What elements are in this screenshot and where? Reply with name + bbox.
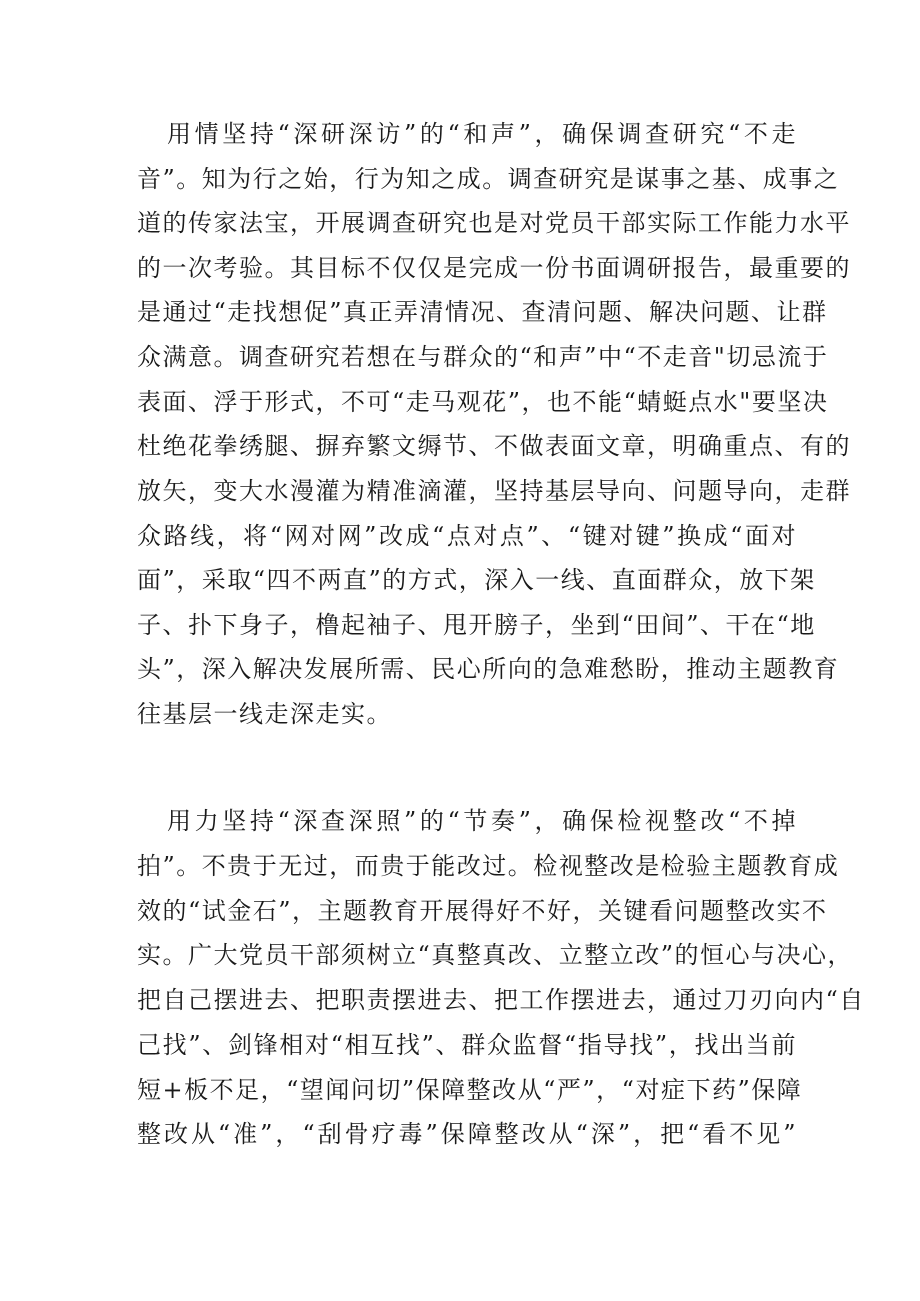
paragraph-1-line-7: 表面、浮于形式，不可“走马观花”，也不能“蜻蜓点水"要坚决 [137,388,829,416]
paragraph-1-line-11: 面”，采取“四不两直”的方式，深入一线、直面群众，放下架 [137,566,816,594]
paragraph-2-line-2: 拍”。不贵于无过，而贵于能改过。检视整改是检验主题教育成 [137,852,840,880]
paragraph-2-line-3: 效的“试金石”，主题教育开展得好不好，关键看问题整改实不 [137,897,828,925]
paragraph-1-line-14: 往基层一线走深走实。 [137,700,392,728]
paragraph-1-line-5: 是通过“走找想促”真正弄清情况、查清问题、解决问题、让群 [137,298,828,326]
paragraph-1-line-12: 子、扑下身子，橹起袖子、甩开膀子，坐到“田间”、干在“地 [137,611,816,639]
paragraph-1-line-8: 杜绝花拳绣腿、摒弃繁文缛节、不做表面文章，明确重点、有的 [137,432,851,460]
paragraph-2-line-1: 用力坚持“深查深照”的“节奏”，确保检视整改“不掉 [167,807,797,835]
paragraph-2-line-4: 实。广大党员干部须树立“真整真改、立整立改”的恒心与决心， [137,941,854,969]
paragraph-1-line-6: 众满意。调查研究若想在与群众的“和声”中“不走音"切忌流于 [137,343,829,371]
paragraph-2-line-7: 短+板不足，“望闻问切”保障整改从“严”，“对症下药”保障 [137,1076,803,1104]
paragraph-1-line-13: 头”，深入解决发展所需、民心所向的急难愁盼，推动主题教育 [137,655,840,683]
paragraph-1-line-4: 的一次考验。其目标不仅仅是完成一份书面调研报告，最重要的 [137,254,851,282]
paragraph-2-line-6: 己找”、剑锋相对“相互找”、群众监督“指导找”，找出当前 [137,1031,797,1059]
paragraph-2-line-5: 把自己摆进去、把职责摆进去、把工作摆进去，通过刀刃向内“自 [137,986,865,1014]
paragraph-1-line-9: 放矢，变大水漫灌为精准滴灌，坚持基层导向、问题导向，走群 [137,477,851,505]
paragraph-1-line-1: 用情坚持“深研深访”的“和声”，确保调查研究“不走 [167,120,797,148]
paragraph-1-line-10: 众路线，将“网对网”改成“点对点”、“键对键”换成“面对 [137,522,797,550]
paragraph-1-line-2: 音”。知为行之始，行为知之成。调查研究是谋事之基、成事之 [137,165,840,193]
paragraph-2-line-8: 整改从“准”，“刮骨疗毒”保障整改从“深”，把“看不见” [137,1120,797,1148]
paragraph-1-line-3: 道的传家法宝，开展调查研究也是对党员干部实际工作能力水平 [137,209,851,237]
